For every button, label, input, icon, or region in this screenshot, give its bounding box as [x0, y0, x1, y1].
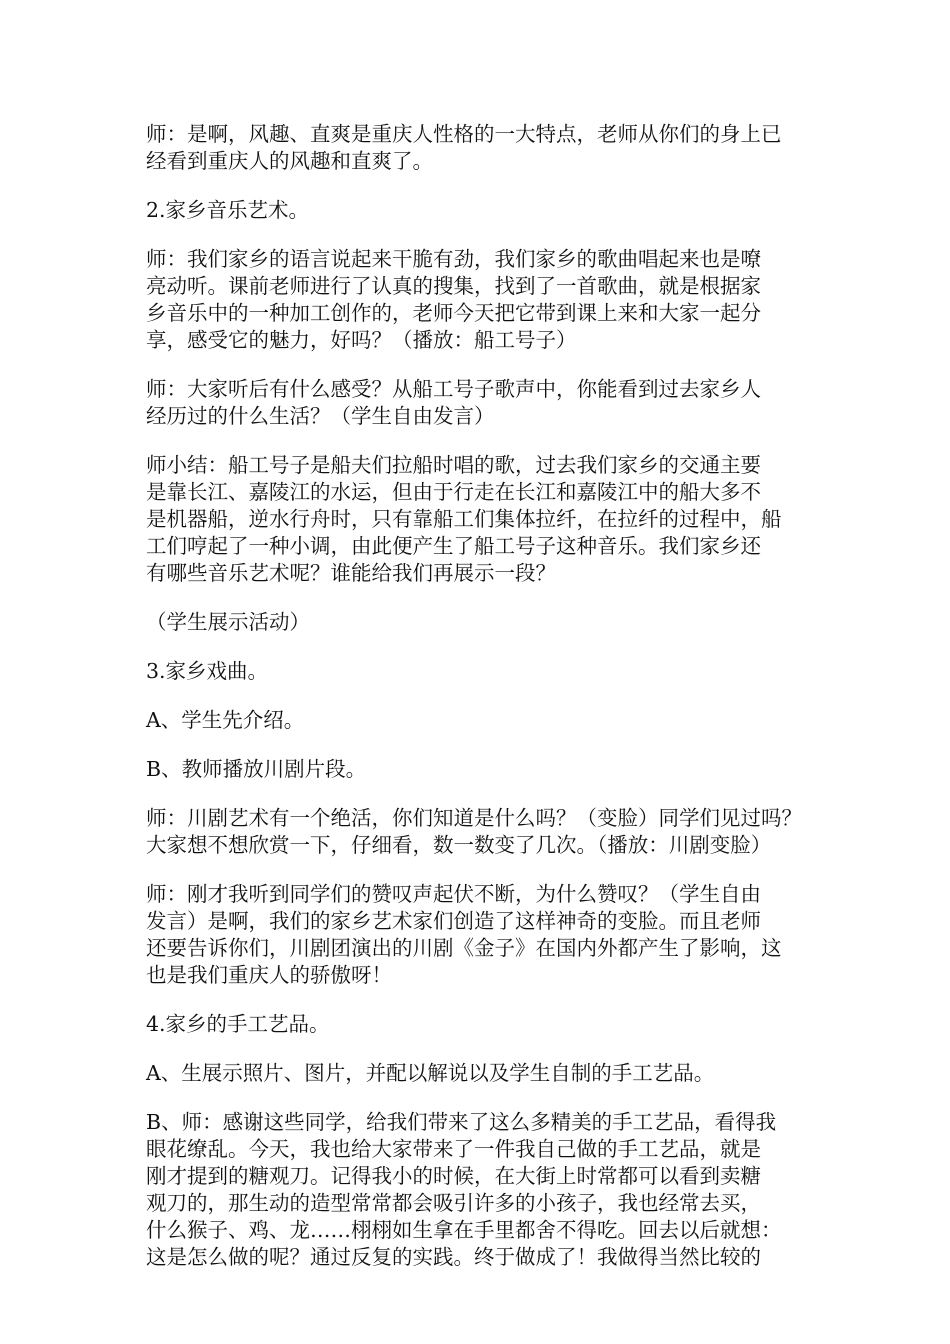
- heading-hometown-music: 2.家乡音乐艺术。: [146, 198, 310, 222]
- paragraph-teacher-handicraft: B、师：感谢这些同学，给我们带来了这么多精美的手工艺品，看得我 眼花缭乱。今天，我也给大家带来了一件我自己做的手工艺品，就是 刚才提到的糖观刀。记得我小的时候，在大街上时常都可以看到卖糖 观刀的，那生动的造型常常都会吸引许多的小孩子，我也经常去买， 什么猴子、鸡、龙……栩栩如生拿在手里都舍不得吃。回去以后就想： 这是怎么做的呢？通过反复的实践。终于做成了！我做得当然比较的: [146, 1110, 782, 1269]
- paragraph-teacher-summary: 师小结：船工号子是船夫们拉船时唱的歌，过去我们家乡的交通主要 是靠长江、嘉陵江的水运，但由于行走在长江和嘉陵江中的船大多不 是机器船，逆水行舟时，只有靠船工们集体拉纤，在拉纤的过程中，船 工们哼起了一种小调，由此便产生了船工号子这种音乐。我们家乡还 有哪些音乐艺术呢？谁能给我们再展示一段？: [146, 453, 782, 585]
- paragraph-teacher-question: 师：大家听后有什么感受？从船工号子歌声中，你能看到过去家乡人 经历过的什么生活？（学生自由发言）: [146, 377, 761, 428]
- paragraph-teacher-humor: 师：是啊，风趣、直爽是重庆人性格的一大特点，老师从你们的身上已 经看到重庆人的风趣和直爽了。: [146, 122, 782, 173]
- heading-handicrafts: 4.家乡的手工艺品。: [146, 1012, 330, 1036]
- heading-hometown-opera: 3.家乡戏曲。: [146, 659, 269, 683]
- paragraph-opera-pride: 师：刚才我听到同学们的赞叹声起伏不断，为什么赞叹？（学生自由 发言）是啊，我们的家乡艺术家们创造了这样神奇的变脸。而且老师 还要告诉你们，川剧团演出的川剧《金子》在国内外都产生了影响，这 也是我们重庆人的骄傲呀！: [146, 882, 782, 987]
- list-item-a-student-intro: A、学生先介绍。: [146, 708, 305, 732]
- paragraph-face-changing: 师：川剧艺术有一个绝活，你们知道是什么吗？（变脸）同学们见过吗？ 大家想不想欣赏一下，仔细看，数一数变了几次。（播放：川剧变脸）: [146, 806, 802, 857]
- paragraph-teacher-song-intro: 师：我们家乡的语言说起来干脆有劲，我们家乡的歌曲唱起来也是嘹 亮动听。课前老师进行了认真的搜集，找到了一首歌曲，就是根据家 乡音乐中的一种加工创作的，老师今天把它带到课上来和大家一起分 享，感受它的魅力，好吗？（播放：船工号子）: [146, 247, 761, 352]
- list-item-a-student-display: A、生展示照片、图片，并配以解说以及学生自制的手工艺品。: [146, 1061, 715, 1085]
- document-page: [146, 121, 816, 1293]
- list-item-b-teacher-play: B、教师播放川剧片段。: [146, 757, 367, 781]
- paragraph-student-activity: （学生展示活动）: [146, 610, 310, 634]
